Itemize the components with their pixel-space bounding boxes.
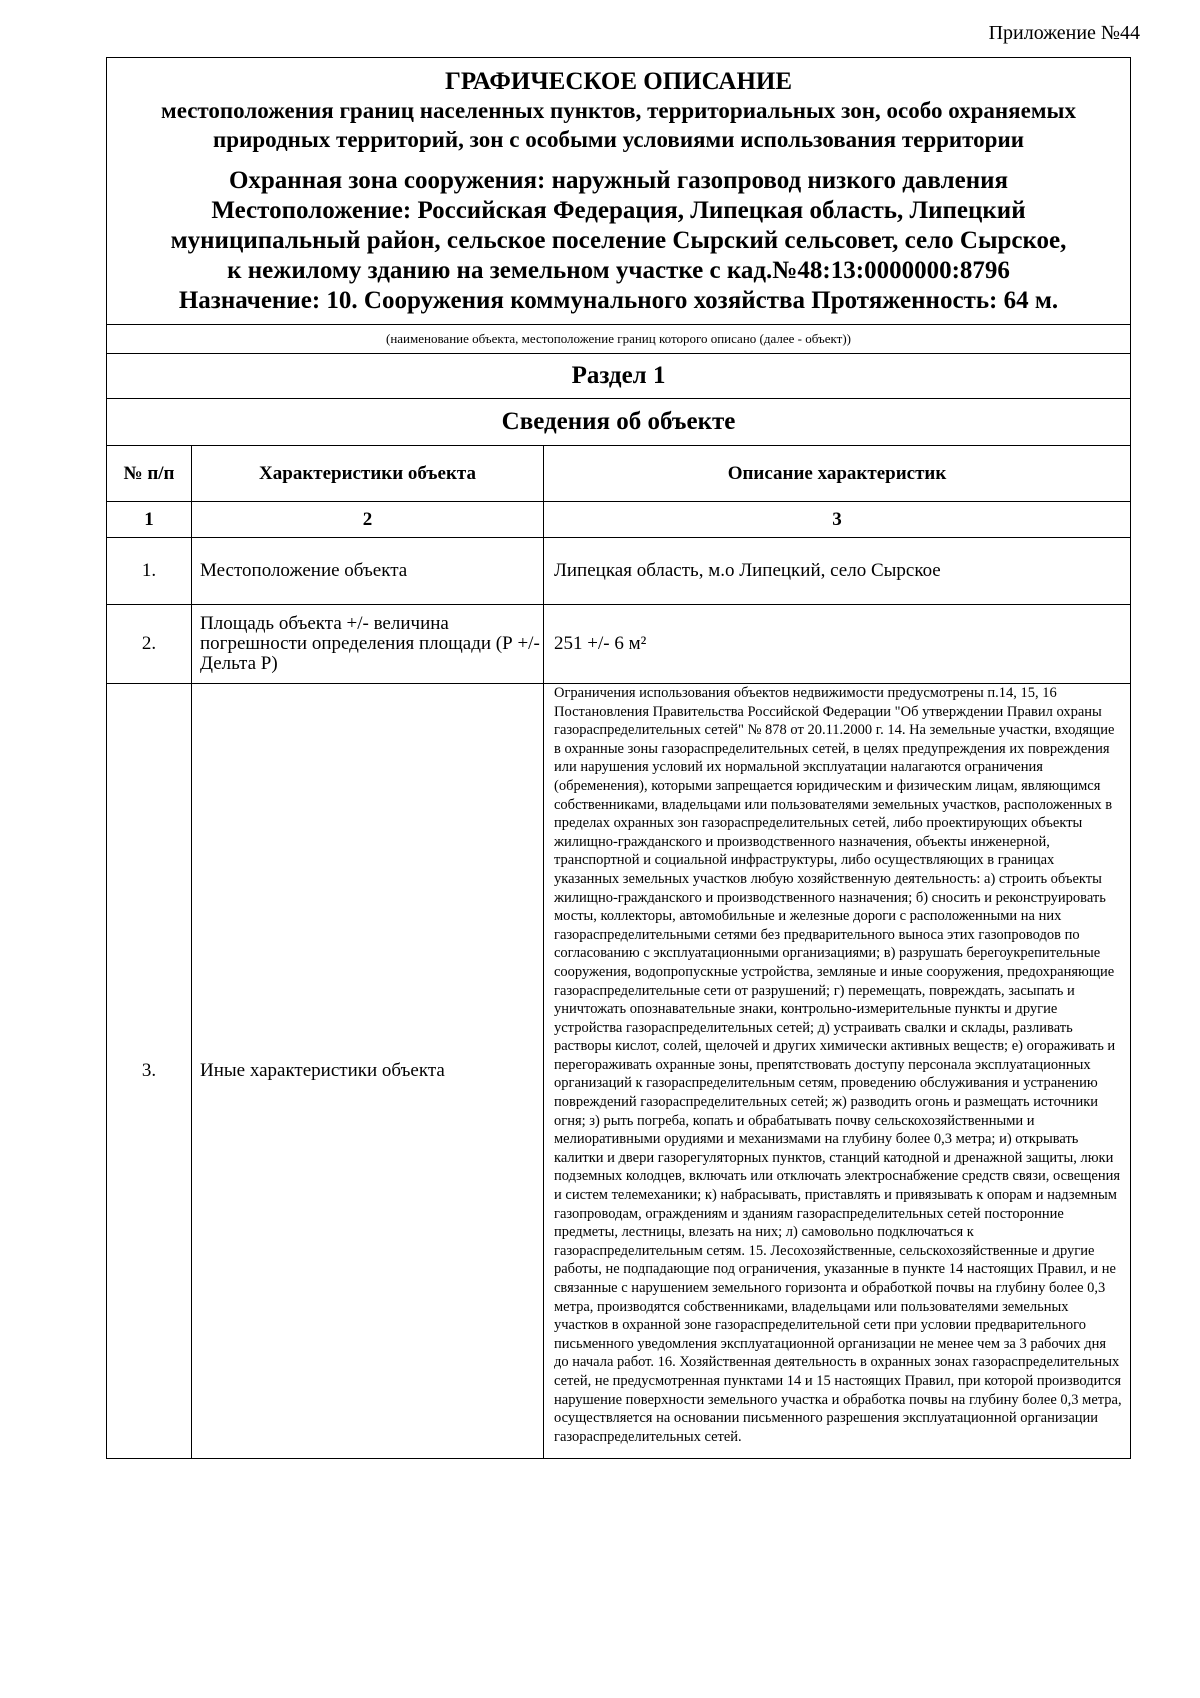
object-line: Назначение: 10. Сооружения коммунального хозяйства Протяженность: 64 м. [178,287,1059,314]
table-row [107,605,1131,684]
section-subtitle: Сведения об объекте [107,399,1131,446]
row-characteristic: Местоположение объекта [192,538,544,605]
table-row [107,684,1131,1459]
document-subtitle: местоположения границ населенных пунктов, территориальных зон, особо охраняемых природных территорий, зон с особыми условиями использования территории [161,98,1076,152]
row-number: 2. [107,605,192,684]
column-header-number: № п/п [107,446,192,502]
row-number: 3. [107,684,192,1459]
object-line: муниципальный район, сельское поселение Сырский сельсовет, село Сырское, [170,227,1067,254]
object-description [115,166,1122,316]
column-header-description: Описание характеристик [544,446,1131,502]
object-caption: (наименование объекта, местоположение границ которого описано (далее - объект)) [107,325,1131,354]
section-title: Раздел 1 [107,354,1131,399]
table-row [107,538,1131,605]
object-line: к нежилому зданию на земельном участке с кад.№48:13:0000000:8796 [227,257,1010,284]
column-number-3: 3 [544,502,1131,538]
document-form [106,57,1130,1556]
object-line: Охранная зона сооружения: наружный газопровод низкого давления [228,167,1009,194]
object-line: Местоположение: Российская Федерация, Липецкая область, Липецкий [211,197,1026,224]
row-number: 1. [107,538,192,605]
document-header [107,58,1131,325]
row-characteristic: Площадь объекта +/- величина погрешности определения площади (Р +/- Дельта Р) [192,605,544,684]
row-description: 251 +/- 6 м² [544,605,1131,684]
column-number-2: 2 [192,502,544,538]
appendix-label: Приложение №44 [988,22,1140,44]
document-title: ГРАФИЧЕСКОЕ ОПИСАНИЕ [444,68,793,95]
column-number-1: 1 [107,502,192,538]
row-characteristic: Иные характеристики объекта [192,684,544,1459]
form-table [106,57,1131,1459]
column-header-characteristic: Характеристики объекта [192,446,544,502]
row-description: Липецкая область, м.о Липецкий, село Сырское [544,538,1131,605]
row-description: Ограничения использования объектов недвижимости предусмотрены п.14, 15, 16 Постановления Правительства Российской Федерации "Об утверждении Правил охраны газораспределительных сетей" № 878 от 20.11.2000 г. 14. На земельные участки, входящие в охранные зоны газораспределительных сетей, в целях предупреждения их повреждения или нарушения условий их нормальной эксплуатации налагаются ограничения (обременения), которыми запрещается юридическим и физическим лицам, являющимся собственниками, владельцами или пользователями земельных участков, расположенных в пределах охранных зон газораспределительных сетей, либо проектирующих объекты жилищно-гражданского и производственного назначения, объекты инженерной, транспортной и социальной инфраструктуры, либо осуществляющих в границах указанных земельных участков любую хозяйственную деятельность: а) строить объекты жилищно-гражданского и производственного назначения; б) сносить и реконструировать мосты, коллекторы, автомобильные и железные дороги с расположенными на них газораспределительными сетями без предварительного выноса этих газопроводов по согласованию с эксплуатационными организациями; в) разрушать берегоукрепительные сооружения, водопропускные устройства, земляные и иные сооружения, предохраняющие газораспределительные сети от разрушений; г) перемещать, повреждать, засыпать и уничтожать опознавательные знаки, контрольно-измерительные пункты и другие устройства газораспределительных сетей; д) устраивать свалки и склады, разливать растворы кислот, солей, щелочей и других химически активных веществ; е) огораживать и перегораживать охранные зоны, препятствовать доступу персонала эксплуатационных организаций к газораспределительным сетям, проведению обслуживания и устранению повреждений газораспределительных сетей; ж) разводить огонь и размещать источники огня; з) рыть погреба, копать и обрабатывать почву сельскохозяйственными и мелиоративными орудиями и механизмами на глубину более 0,3 метра; и) открывать калитки и двери газорегуляторных пунктов, станций катодной и дренажной защиты, люки подземных колодцев, включать или отключать электроснабжение средств связи, освещения и систем телемеханики; к) набрасывать, приставлять и привязывать к опорам и надземным газопроводам, ограждениям и зданиям газораспределительных сетей посторонние предметы, лестницы, влезать на них; л) самовольно подключаться к газораспределительным сетям. 15. Лесохозяйственные, сельскохозяйственные и другие работы, не подпадающие под ограничения, указанные в пункте 14 настоящих Правил, и не связанные с нарушением земельного горизонта и обработкой почвы на глубину более 0,3 метра, производятся собственниками, владельцами или пользователями земельных участков в охранной зоне газораспределительной сети при условии предварительного письменного уведомления эксплуатационной организации не менее чем за 3 рабочих дня до начала работ. 16. Хозяйственная деятельность в охранных зонах газораспределительных сетей, не предусмотренная пунктами 14 и 15 настоящих Правил, при которой производится нарушение поверхности земельного участка и обработка почвы на глубину более 0,3 метра, осуществляется на основании письменного разрешения эксплуатационной организации газораспределительных сетей. [544,684,1131,1459]
